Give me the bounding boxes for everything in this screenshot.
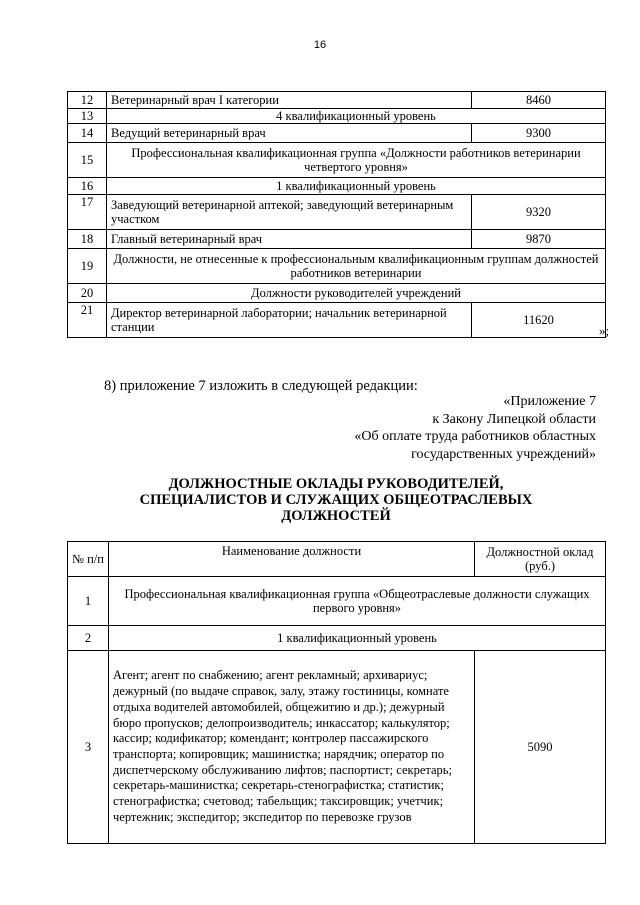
row-number: 17 xyxy=(68,195,107,230)
closing-quote-mark: »; xyxy=(599,323,610,338)
position-name: Ведущий ветеринарный врач xyxy=(107,124,472,143)
row-number: 13 xyxy=(68,109,107,124)
group-heading: Должности, не отнесенные к профессиональным квалификационным группам должностей работников ветеринарии xyxy=(107,249,606,284)
group-heading: Профессиональная квалификационная группа «Общеотраслевые должности служащих первого уровня» xyxy=(109,577,606,626)
group-heading: Должности руководителей учреждений xyxy=(107,284,606,303)
general-positions-salary-table xyxy=(67,541,606,844)
salary-value: 9320 xyxy=(472,195,606,230)
table-row xyxy=(68,651,606,844)
row-number: 1 xyxy=(68,577,109,626)
group-heading: 1 квалификационный уровень xyxy=(109,626,606,651)
table-row xyxy=(68,109,606,124)
table-row xyxy=(68,284,606,303)
group-heading: 1 квалификационный уровень xyxy=(107,178,606,195)
row-number: 20 xyxy=(68,284,107,303)
veterinary-salary-table xyxy=(67,91,606,338)
row-number: 14 xyxy=(68,124,107,143)
position-name: Главный ветеринарный врач xyxy=(107,230,472,249)
table-row xyxy=(68,577,606,626)
row-number: 19 xyxy=(68,249,107,284)
group-heading: 4 квалификационный уровень xyxy=(107,109,606,124)
position-name: Заведующий ветеринарной аптекой; заведующий ветеринарным участком xyxy=(107,195,472,230)
amendment-instruction: 8) приложение 7 изложить в следующей редакции: xyxy=(104,378,418,394)
title-line: ДОЛЖНОСТЕЙ xyxy=(281,508,391,524)
row-number: 3 xyxy=(68,651,109,844)
table-row xyxy=(68,230,606,249)
title-line: СПЕЦИАЛИСТОВ И СЛУЖАЩИХ ОБЩЕОТРАСЛЕВЫХ xyxy=(139,492,533,508)
table-header-row xyxy=(68,542,606,577)
table-row xyxy=(68,195,606,230)
appendix-ref-line: «Приложение 7 xyxy=(503,394,596,409)
row-number: 2 xyxy=(68,626,109,651)
appendix-ref-line: государственных учреждений» xyxy=(411,446,596,462)
salary-value: 9300 xyxy=(472,124,606,143)
position-name: Директор ветеринарной лаборатории; начальник ветеринарной станции xyxy=(107,303,472,338)
appendix-reference xyxy=(354,393,596,463)
position-list: Агент; агент по снабжению; агент рекламный; архивариус; дежурный (по выдаче справок, залу, этажу гостиницы, комнате отдыха водителей автомобилей, общежитию и др.); дежурный бюро пропусков; делопроизводитель; инкассатор; калькулятор; кассир; кодификатор; комендант; контролер пассажирского транспорта; копировщик; машинистка; нарядчик; оператор по диспетчерскому обслуживанию лифтов; паспортист; секретарь; секретарь-машинистка; секретарь-стенографистка; статистик; стенографистка; счетовод; табельщик; таксировщик; учетчик; чертежник; экспедитор; экспедитор по перевозке грузов xyxy=(109,651,475,844)
row-number: 18 xyxy=(68,230,107,249)
appendix-ref-line: «Об оплате труда работников областных xyxy=(354,429,596,444)
header-number: № п/п xyxy=(68,542,109,577)
page-number: 16 xyxy=(313,39,327,51)
row-number: 21 xyxy=(68,303,107,338)
group-heading: Профессиональная квалификационная группа «Должности работников ветеринарии четвертого уровня» xyxy=(107,143,606,178)
salary-value: 8460 xyxy=(472,92,606,109)
table-row xyxy=(68,178,606,195)
table-row xyxy=(68,92,606,109)
row-number: 12 xyxy=(68,92,107,109)
row-number: 15 xyxy=(68,143,107,178)
header-position-name: Наименование должности xyxy=(109,542,475,577)
table-row xyxy=(68,143,606,178)
position-name: Ветеринарный врач I категории xyxy=(107,92,472,109)
title-line: ДОЛЖНОСТНЫЕ ОКЛАДЫ РУКОВОДИТЕЛЕЙ, xyxy=(168,476,504,492)
table-row xyxy=(68,124,606,143)
table-row xyxy=(68,626,606,651)
document-title xyxy=(67,476,605,524)
table-row xyxy=(68,303,606,338)
table-row xyxy=(68,249,606,284)
row-number: 16 xyxy=(68,178,107,195)
salary-value: 11620 xyxy=(472,303,606,338)
salary-value: 5090 xyxy=(475,651,606,844)
appendix-ref-line: к Закону Липецкой области xyxy=(432,411,596,427)
salary-value: 9870 xyxy=(472,230,606,249)
header-salary: Должностной оклад (руб.) xyxy=(475,542,606,577)
